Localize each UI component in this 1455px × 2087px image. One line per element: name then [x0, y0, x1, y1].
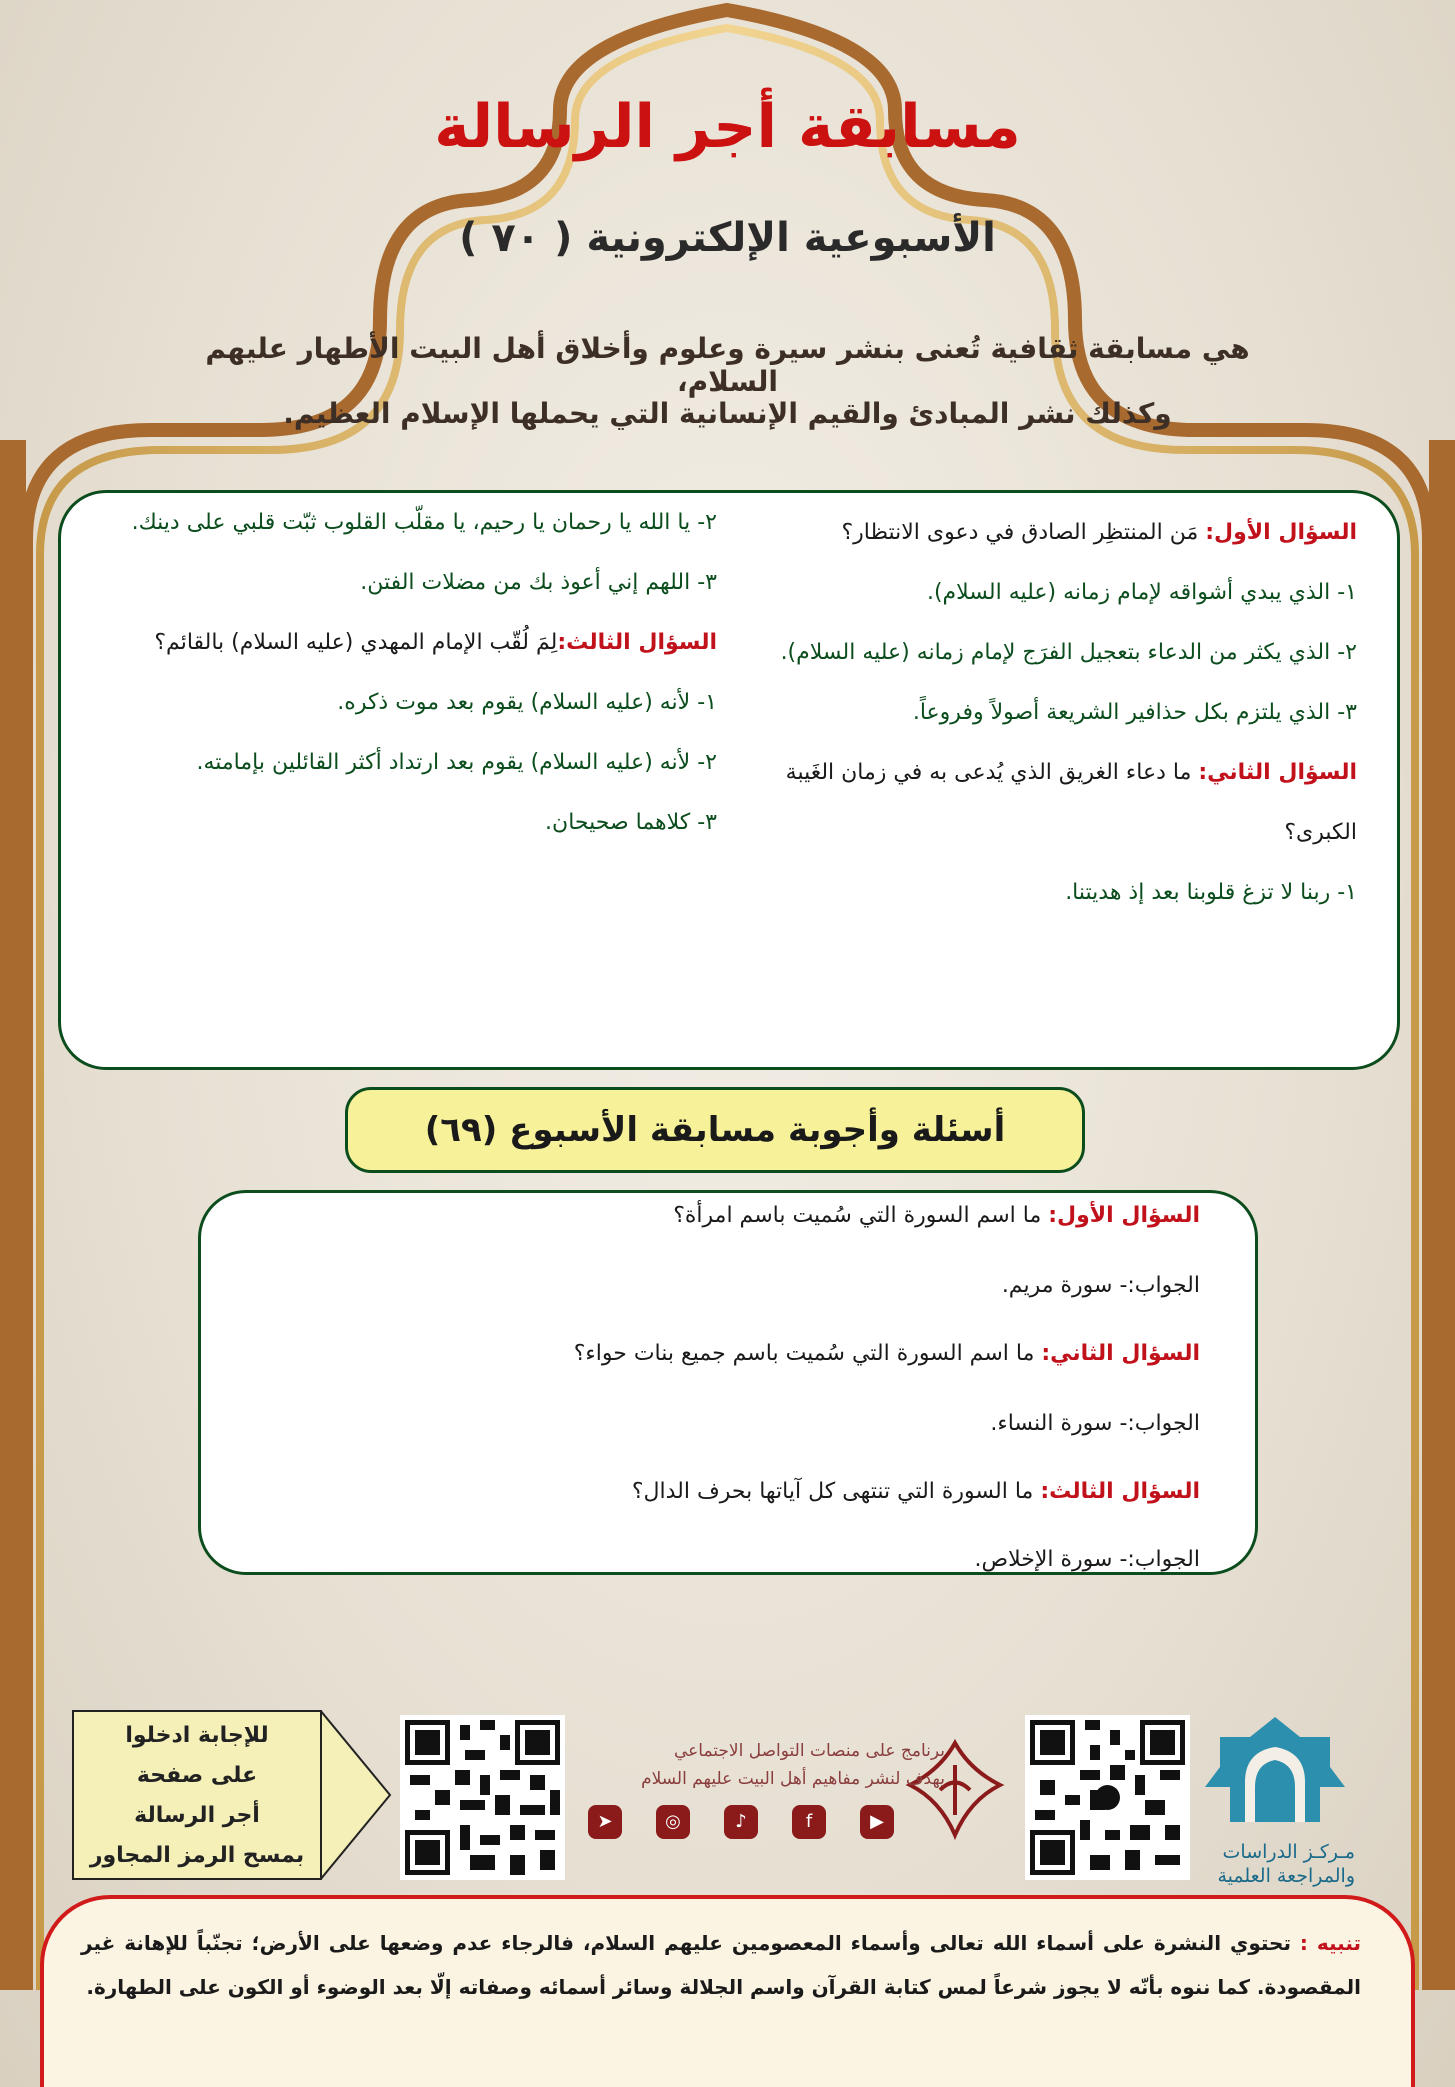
cta-box: [72, 1710, 322, 1880]
q3-option-2[interactable]: ٢- لأنه (عليه السلام) يقوم بعد ارتداد أكثر القائلين بإمامته.: [196, 750, 717, 775]
youtube-icon[interactable]: ▶: [860, 1805, 894, 1839]
q1-option-1[interactable]: ١- الذي يبدي أشواقه لإمام زمانه (عليه السلام).: [926, 580, 1357, 605]
center-name: [1195, 1840, 1355, 1888]
prev-question-1-label: السؤال الأول:: [1048, 1203, 1200, 1228]
question-1-text: مَن المنتظِر الصادق في دعوى الانتظار؟: [841, 520, 1206, 545]
q1-option-3[interactable]: ٣- الذي يلتزم بكل حذافير الشريعة أصولاً وفروعاً.: [912, 700, 1357, 725]
prev-question-1: [673, 1203, 1200, 1228]
intro-line-2: وكذلك نشر المبادئ والقيم الإنسانية التي يحملها الإسلام العظيم.: [283, 397, 1172, 430]
program-description: [590, 1737, 945, 1793]
cta-line-2: على صفحة: [136, 1763, 258, 1788]
question-3-text: لِمَ لُقّب الإمام المهدي (عليه السلام) بالقائم؟: [154, 630, 558, 655]
q1-option-2[interactable]: ٢- الذي يكثر من الدعاء بتعجيل الفرَج لإمام زمانه (عليه السلام).: [780, 640, 1357, 665]
left-column: [102, 493, 717, 853]
question-2: [762, 743, 1357, 863]
prev-question-1-text: ما اسم السورة التي سُميت باسم امرأة؟: [673, 1203, 1049, 1228]
answer-label: الجواب:-: [1119, 1411, 1200, 1436]
prev-answer-3: [975, 1547, 1200, 1572]
answer-label: الجواب:-: [1119, 1273, 1200, 1298]
prev-question-2-text: ما اسم السورة التي سُميت باسم جميع بنات حواء؟: [573, 1341, 1042, 1366]
program-line-2: يهدف لنشر مفاهيم أهل البيت عليهم السلام: [641, 1769, 945, 1789]
prev-question-2: [574, 1341, 1200, 1366]
notice-text: [81, 1921, 1361, 2009]
current-quiz-box: [58, 490, 1400, 1070]
qr-code-center[interactable]: [1025, 1715, 1190, 1880]
page-title: مسابقة أجر الرسالة: [434, 92, 1021, 162]
previous-answers-box: [198, 1190, 1258, 1575]
center-name-line-2: والمراجعة العلمية: [1217, 1865, 1355, 1887]
prev-question-3: [632, 1479, 1200, 1504]
telegram-icon[interactable]: ➤: [588, 1805, 622, 1839]
page-subtitle: الأسبوعية الإلكترونية ( ٧٠ ): [459, 215, 996, 261]
previous-week-banner: أسئلة وأجوبة مسابقة الأسبوع (٦٩): [345, 1087, 1085, 1173]
center-logo: [1200, 1712, 1350, 1837]
cta-line-3: أجر الرسالة: [134, 1803, 260, 1828]
instagram-icon[interactable]: ◎: [656, 1805, 690, 1839]
question-3-label: السؤال الثالث:: [557, 630, 717, 655]
prev-answer-1-text: سورة مريم.: [1001, 1273, 1120, 1298]
facebook-icon[interactable]: f: [792, 1805, 826, 1839]
prev-answer-3-text: سورة الإخلاص.: [974, 1547, 1120, 1572]
q3-option-1[interactable]: ١- لأنه (عليه السلام) يقوم بعد موت ذكره.: [337, 690, 717, 715]
prev-answer-1: [1002, 1273, 1200, 1298]
prev-answer-2-text: سورة النساء.: [990, 1411, 1120, 1436]
question-2-text: ما دعاء الغريق الذي يُدعى به في زمان الغَيبة الكبرى؟: [785, 760, 1357, 845]
right-column: [762, 503, 1357, 923]
cta-line-1: للإجابة ادخلوا: [125, 1723, 269, 1748]
q2-option-3[interactable]: ٣- اللهم إني أعوذ بك من مضلات الفتن.: [360, 570, 717, 595]
qr-code-answer-page[interactable]: [400, 1715, 565, 1880]
question-2-label: السؤال الثاني:: [1198, 760, 1357, 785]
notice-box: [40, 1895, 1415, 2087]
prev-question-3-label: السؤال الثالث:: [1040, 1479, 1200, 1504]
prev-question-2-label: السؤال الثاني:: [1041, 1341, 1200, 1366]
q3-option-3[interactable]: ٣- كلاهما صحيحان.: [545, 810, 717, 835]
cta-line-4: بمسح الرمز المجاور: [89, 1843, 305, 1868]
intro-line-1: هي مسابقة ثقافية تُعنى بنشر سيرة وعلوم وأخلاق أهل البيت الأطهار عليهم السلام،: [205, 332, 1250, 398]
center-name-line-1: مـركـز الدراسات: [1222, 1841, 1355, 1863]
program-line-1: برنامج على منصات التواصل الاجتماعي: [673, 1741, 945, 1761]
question-3: [102, 613, 717, 673]
prev-answer-2: [990, 1411, 1200, 1436]
cta-arrow: [320, 1710, 400, 1880]
notice-label: تنبيه :: [1299, 1931, 1362, 1955]
q2-option-2[interactable]: ٢- يا الله يا رحمان يا رحيم، يا مقلّب القلوب ثبّت قلبي على دينك.: [131, 510, 717, 535]
question-1: [762, 503, 1357, 563]
q2-option-1[interactable]: ١- ربنا لا تزغ قلوبنا بعد إذ هديتنا.: [1065, 880, 1357, 905]
tiktok-icon[interactable]: ♪: [724, 1805, 758, 1839]
question-1-label: السؤال الأول:: [1205, 520, 1357, 545]
prev-question-3-text: ما السورة التي تنتهى كل آياتها بحرف الدال؟: [631, 1479, 1041, 1504]
answer-label: الجواب:-: [1119, 1547, 1200, 1572]
notice-body: تحتوي النشرة على أسماء الله تعالى وأسماء المعصومين عليهم السلام، فالرجاء عدم وضعها على الأرض؛ تجنّباً للإهانة غير المقصودة. كما ننوه بأنّه لا يجوز شرعاً لمس كتابة القرآن واسم الجلالة وسائر أسمائه وصفاته إلّا بعد الوضوء أو الكون على الطهارة.: [81, 1931, 1361, 1999]
